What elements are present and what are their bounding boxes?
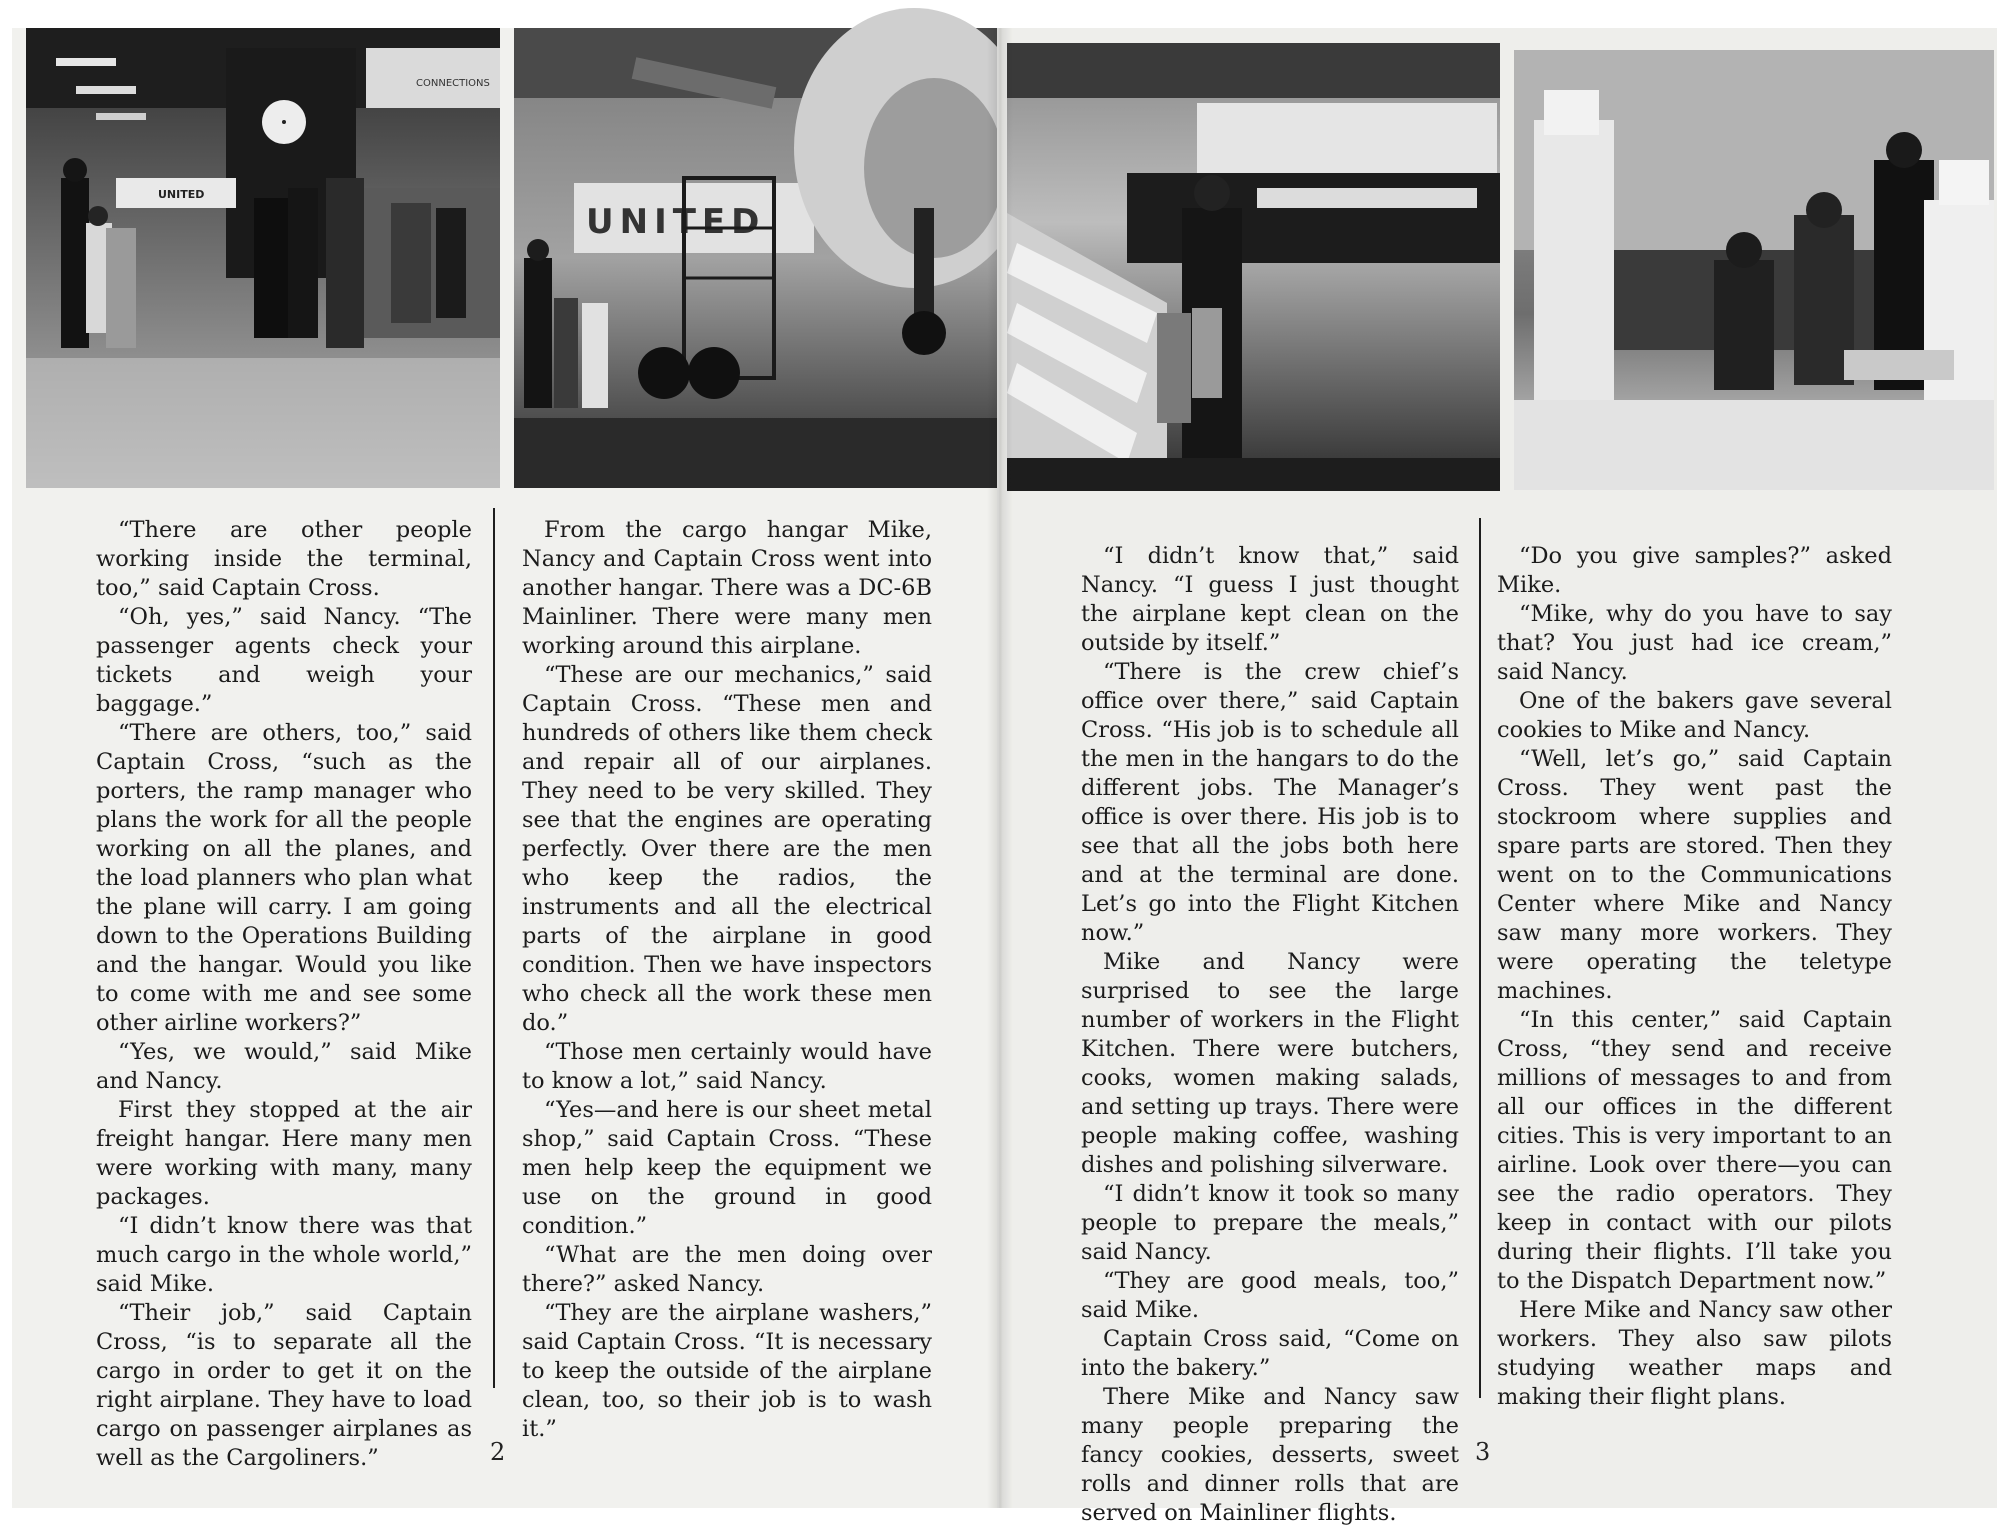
paragraph: “I didn’t know that,” said Nancy. “I guess I just thought the airplane kept clean on the outside by itself.” [1081, 543, 1459, 656]
paragraph: “Mike, why do you have to say that? You just had ice cream,” said Nancy. [1497, 601, 1892, 685]
paragraph: “Yes, we would,” said Mike and Nancy. [96, 1039, 472, 1094]
right-page-column-2 [1497, 542, 1892, 1412]
paragraph: “There are others, too,” said Captain Cross, “such as the porters, the ramp manager who plans the work for all the people working on all the planes, and the load planners who plan what the plane will carry. I am going down to the Operations Building and the hangar. Would you like to come with me and see some other airline workers?” [96, 720, 472, 1036]
paragraph: “In this center,” said Captain Cross, “they send and receive millions of messages to and from all our offices in the different cities. This is very important to an airline. Look over there—you can see the radio operators. They keep in contact with our pilots during their flights. I’ll take you to the Dispatch Department now.” [1497, 1007, 1892, 1294]
paragraph: “There is the crew chief’s office over there,” said Captain Cross. “His job is to schedule all the men in the hangars to do the different jobs. The Manager’s office is over there. His job is to see that all the jobs both here and at the terminal are done. Let’s go into the Flight Kitchen now.” [1081, 659, 1459, 946]
right-column-rule [1479, 518, 1481, 1398]
paragraph: “They are good meals, too,” said Mike. [1081, 1268, 1459, 1323]
office-photo [1007, 43, 1500, 491]
right-page-column-1 [1081, 542, 1459, 1528]
terminal-photo [26, 28, 500, 488]
paragraph: “Do you give samples?” asked Mike. [1497, 543, 1892, 598]
paragraph: Mike and Nancy were surprised to see the large number of workers in the Flight Kitchen. There were butchers, cooks, women making salads, and setting up trays. There were people making coffee, washing dishes and polishing silverware. [1081, 949, 1459, 1178]
bakery-photo [1514, 50, 1994, 490]
paragraph: Captain Cross said, “Come on into the bakery.” [1081, 1326, 1459, 1381]
paragraph: “I didn’t know there was that much cargo in the whole world,” said Mike. [96, 1213, 472, 1297]
paragraph: Here Mike and Nancy saw other workers. They also saw pilots studying weather maps and making their flight plans. [1497, 1297, 1892, 1410]
paragraph: “Their job,” said Captain Cross, “is to separate all the cargo in order to get it on the right airplane. They have to load cargo on passenger airplanes as well as the Cargoliners.” [96, 1300, 472, 1471]
paragraph: “What are the men doing over there?” asked Nancy. [522, 1242, 932, 1297]
paragraph: “Those men certainly would have to know a lot,” said Nancy. [522, 1039, 932, 1094]
terminal-sign-small: CONNECTIONS [416, 78, 490, 89]
left-page [12, 28, 997, 1508]
terminal-sign: UNITED [158, 188, 205, 201]
page-number: 2 [490, 1438, 506, 1466]
paragraph: From the cargo hangar Mike, Nancy and Captain Cross went into another hangar. There was a DC-6B Mainliner. There were many men working around this airplane. [522, 517, 932, 659]
paragraph: One of the bakers gave several cookies to Mike and Nancy. [1497, 688, 1892, 743]
paragraph: “Oh, yes,” said Nancy. “The passenger agents check your tickets and weigh your baggage.” [96, 604, 472, 717]
paragraph: “They are the airplane washers,” said Captain Cross. “It is necessary to keep the outside of the airplane clean, too, so their job is to wash it.” [522, 1300, 932, 1442]
hangar-photo [514, 28, 997, 488]
page-number: 3 [1475, 1438, 1491, 1466]
paragraph: “There are other people working inside the terminal, too,” said Captain Cross. [96, 517, 472, 601]
booklet-spread [12, 28, 1997, 1526]
paragraph: “Well, let’s go,” said Captain Cross. They went past the stockroom where supplies and spare parts are stored. Then they went on to the Communications Center where Mike and Nancy saw many more workers. They were operating the teletype machines. [1497, 746, 1892, 1004]
paragraph: “These are our mechanics,” said Captain Cross. “These men and hundreds of others like them check and repair all of our airplanes. They need to be very skilled. They see that the engines are operating perfectly. Over there are the men who keep the radios, the instruments and all the electrical parts of the airplane in good condition. Then we have inspectors who check all the work these men do.” [522, 662, 932, 1036]
paragraph: First they stopped at the air freight hangar. Here many men were working with many, many packages. [96, 1097, 472, 1210]
paragraph: “Yes—and here is our sheet metal shop,” said Captain Cross. “These men help keep the equipment we use on the ground in good condition.” [522, 1097, 932, 1239]
hangar-sign: UNITED [586, 202, 766, 242]
paragraph: “I didn’t know it took so many people to prepare the meals,” said Nancy. [1081, 1181, 1459, 1265]
left-column-rule [493, 508, 495, 1388]
left-page-column-1 [96, 516, 472, 1473]
left-page-column-2 [522, 516, 932, 1444]
right-page [997, 28, 1997, 1526]
paragraph: There Mike and Nancy saw many people preparing the fancy cookies, desserts, sweet rolls and dinner rolls that are served on Mainliner flights. [1081, 1384, 1459, 1526]
